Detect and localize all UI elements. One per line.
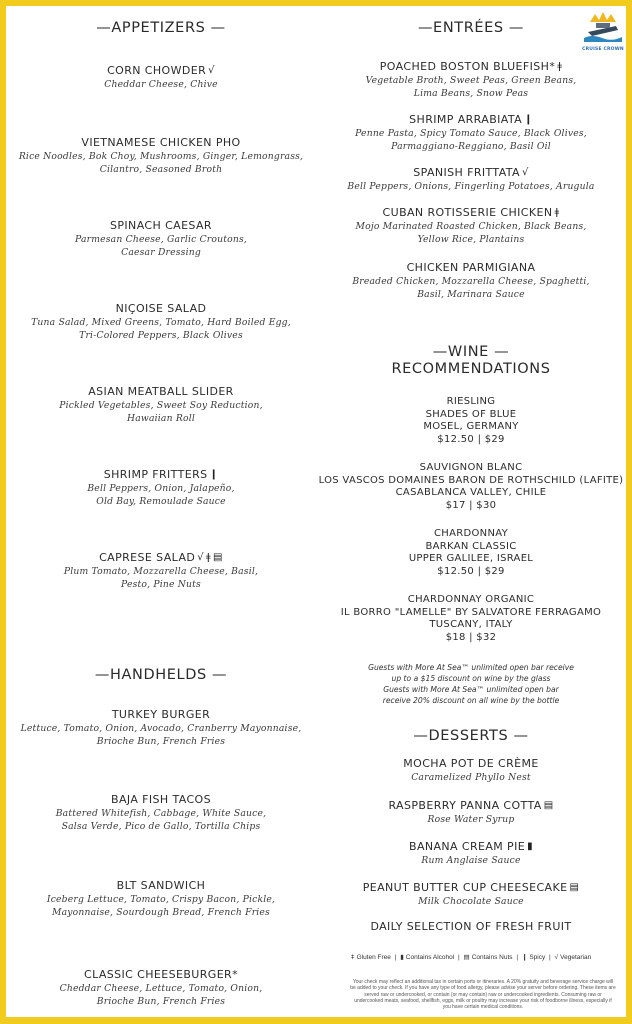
wine-entry — [316, 396, 626, 446]
left-column — [6, 6, 316, 1017]
wine-discount-note: Guests with More At Sea™ unlimited open bar receive up to a $15 discount on wine by the glass Guests with More At Sea™ unlimited open bar receive 20% discount on all wine by the bottle — [368, 663, 574, 705]
vegetarian-icon: √ — [197, 552, 205, 563]
gluten-free-icon: ǂ — [554, 207, 560, 218]
item-name: CUBAN ROTISSERIE CHICKEN — [382, 206, 553, 219]
appetizers-title: —APPETIZERS — — [96, 20, 226, 36]
item-description: Parmesan Cheese, Garlic Croutons, Caesar Dressing — [74, 234, 248, 258]
cruise-crown-logo — [582, 10, 624, 52]
alcohol-bottle-icon: ▮ — [527, 841, 533, 852]
contains-nuts-icon: ▤ — [213, 552, 223, 563]
item-description: Lettuce, Tomato, Onion, Avocado, Cranberry Mayonnaise, Brioche Bun, French Fries — [20, 723, 302, 747]
item-name: CORN CHOWDER — [107, 64, 207, 77]
item-description: Rose Water Syrup — [427, 814, 515, 825]
item-name: NIÇOISE SALAD — [115, 302, 207, 315]
contains-nuts-icon: ▤ — [569, 882, 580, 893]
menu-item — [316, 113, 626, 153]
item-name: VIETNAMESE CHICKEN PHO — [81, 136, 241, 149]
menu-item — [316, 206, 626, 246]
item-description: Vegetable Broth, Sweet Peas, Green Beans, Lima Beans, Snow Peas — [365, 75, 577, 99]
menu-item — [6, 551, 316, 591]
menu-item — [6, 968, 316, 1008]
menu-item — [316, 920, 626, 934]
item-name: DAILY SELECTION OF FRESH FRUIT — [370, 920, 572, 933]
item-name: BAJA FISH TACOS — [111, 793, 211, 806]
spicy-pepper-icon: ❙ — [209, 469, 219, 480]
wine-region: MOSEL, GERMANY — [423, 421, 519, 432]
logo-text: CRUISE CROWN — [582, 47, 624, 52]
wine-title: —WINE — RECOMMENDATIONS — [391, 344, 551, 377]
dietary-legend: ǂ Gluten Free | ▮ Contains Alcohol | ▤ Contains Nuts | ❙ Spicy | √ Vegetarian — [350, 954, 592, 961]
item-description: Penne Pasta, Spicy Tomato Sauce, Black Olives, Parmaggiano-Reggiano, Basil Oil — [355, 128, 587, 152]
menu-item — [316, 261, 626, 301]
item-name: SPANISH FRITTATA — [413, 166, 520, 179]
item-name: MOCHA POT DE CRÈME — [403, 757, 539, 770]
menu-page — [6, 6, 626, 1017]
wine-region: TUSCANY, ITALY — [429, 619, 513, 630]
menu-item — [316, 799, 626, 826]
wine-region: CASABLANCA VALLEY, CHILE — [395, 487, 547, 498]
menu-item — [316, 60, 626, 100]
wine-varietal: SAUVIGNON BLANC — [419, 462, 523, 473]
right-column — [316, 6, 626, 1017]
item-description: Bell Peppers, Onion, Jalapeño, Old Bay, Remoulade Sauce — [87, 483, 235, 507]
item-description: Breaded Chicken, Mozzarella Cheese, Spaghetti, Basil, Marinara Sauce — [352, 276, 590, 300]
menu-item — [6, 136, 316, 176]
item-description: Cheddar Cheese, Chive — [104, 79, 218, 90]
item-name: ASIAN MEATBALL SLIDER — [88, 385, 234, 398]
item-name: SHRIMP FRITTERS — [103, 468, 208, 481]
menu-item — [316, 840, 626, 867]
menu-item — [316, 881, 626, 908]
item-description: Iceberg Lettuce, Tomato, Crispy Bacon, Pickle, Mayonnaise, Sourdough Bread, French Fries — [46, 894, 276, 918]
item-name: RASPBERRY PANNA COTTA — [388, 799, 542, 812]
item-description: Rice Noodles, Bok Choy, Mushrooms, Ginger, Lemongrass, Cilantro, Seasoned Broth — [18, 151, 304, 175]
item-name: SPINACH CAESAR — [110, 219, 212, 232]
wine-price: $17 | $30 — [445, 499, 497, 511]
wine-producer: BARKAN CLASSIC — [425, 540, 517, 552]
wine-producer: SHADES OF BLUE — [425, 408, 517, 420]
wine-price: $18 | $32 — [445, 631, 497, 643]
item-description: Tuna Salad, Mixed Greens, Tomato, Hard Boiled Egg, Tri-Colored Peppers, Black Olives — [31, 317, 291, 341]
vegetarian-icon: √ — [554, 954, 559, 961]
wine-entry — [316, 462, 626, 512]
item-name: SHRIMP ARRABIATA — [409, 113, 523, 126]
alcohol-bottle-icon: ▮ — [400, 954, 404, 961]
wine-entry — [316, 528, 626, 578]
wine-price: $12.50 | $29 — [437, 433, 505, 445]
item-description: Pickled Vegetables, Sweet Soy Reduction, Hawaiian Roll — [59, 400, 263, 424]
item-description: Plum Tomato, Mozzarella Cheese, Basil, Pesto, Pine Nuts — [63, 566, 259, 590]
vegetarian-icon: √ — [521, 167, 529, 178]
wine-region: UPPER GALILEE, ISRAEL — [408, 553, 534, 564]
wine-price: $12.50 | $29 — [437, 565, 505, 577]
menu-item — [6, 64, 316, 91]
item-name: CLASSIC CHEESEBURGER* — [83, 968, 238, 981]
item-name: TURKEY BURGER — [111, 708, 211, 721]
wine-entry — [316, 594, 626, 644]
item-description: Battered Whitefish, Cabbage, White Sauce, Salsa Verde, Pico de Gallo, Tortilla Chips — [55, 808, 267, 832]
ship-crown-icon — [582, 10, 624, 44]
item-description: Mojo Marinated Roasted Chicken, Black Beans, Yellow Rice, Plantains — [355, 221, 587, 245]
contains-nuts-icon: ▤ — [543, 800, 554, 811]
item-description: Cheddar Cheese, Lettuce, Tomato, Onion, Brioche Bun, French Fries — [59, 983, 263, 1007]
item-name: BANANA CREAM PIE — [409, 840, 526, 853]
vegetarian-icon: √ — [208, 65, 215, 76]
wine-producer: IL BORRO "LAMELLE" BY SALVATORE FERRAGAMO — [340, 606, 602, 618]
item-name: BLT SANDWICH — [116, 879, 206, 892]
spicy-pepper-icon: ❙ — [521, 954, 528, 961]
wine-varietal: CHARDONNAY ORGANIC — [407, 594, 535, 605]
menu-item — [6, 708, 316, 748]
disclaimer-text: Your check may reflect an additional tax in certain ports or itineraries. A 20% gratuity and beverage service charge will be added to your check. If you have any type of food allergy, please advise your server before ordering. These items are served raw or undercooked, or contain (or may contain) raw or undercooked ingredients. Consuming raw or undercooked meats, seafood, shellfish, eggs, milk or poultry may increase your risk of foodborne illness, especially if you have certain medical conditions. — [350, 979, 616, 1011]
menu-item — [6, 302, 316, 342]
spicy-pepper-icon: ❙ — [524, 114, 533, 125]
item-name: CAPRESE SALAD — [99, 551, 196, 564]
menu-item — [6, 385, 316, 425]
handhelds-title: —HANDHELDS — — [94, 667, 228, 683]
menu-item — [6, 793, 316, 833]
wine-varietal: RIESLING — [446, 396, 496, 407]
entrees-title: —ENTRÉES — — [417, 20, 525, 36]
contains-nuts-icon: ▤ — [463, 954, 470, 961]
menu-item — [6, 879, 316, 919]
wine-varietal: CHARDONNAY — [434, 528, 508, 539]
wine-producer: LOS VASCOS DOMAINES BARON DE ROTHSCHILD (LAFITE) — [318, 474, 624, 486]
menu-item — [316, 166, 626, 193]
item-description: Milk Chocolate Sauce — [418, 896, 524, 907]
gluten-free-icon: ǂ — [350, 954, 355, 961]
item-name: CHICKEN PARMIGIANA — [406, 261, 536, 274]
desserts-title: —DESSERTS — — [413, 728, 529, 744]
item-name: POACHED BOSTON BLUEFISH* — [379, 60, 556, 73]
item-description: Bell Peppers, Onions, Fingerling Potatoes, Arugula — [347, 181, 595, 192]
gluten-free-icon: ǂ — [206, 552, 212, 563]
menu-item — [6, 468, 316, 508]
item-description: Caramelized Phyllo Nest — [411, 772, 531, 783]
menu-item — [316, 757, 626, 784]
menu-item — [6, 219, 316, 259]
item-description: Rum Anglaise Sauce — [421, 855, 521, 866]
item-name: PEANUT BUTTER CUP CHEESECAKE — [362, 881, 568, 894]
gluten-free-icon: ǂ — [557, 61, 563, 72]
